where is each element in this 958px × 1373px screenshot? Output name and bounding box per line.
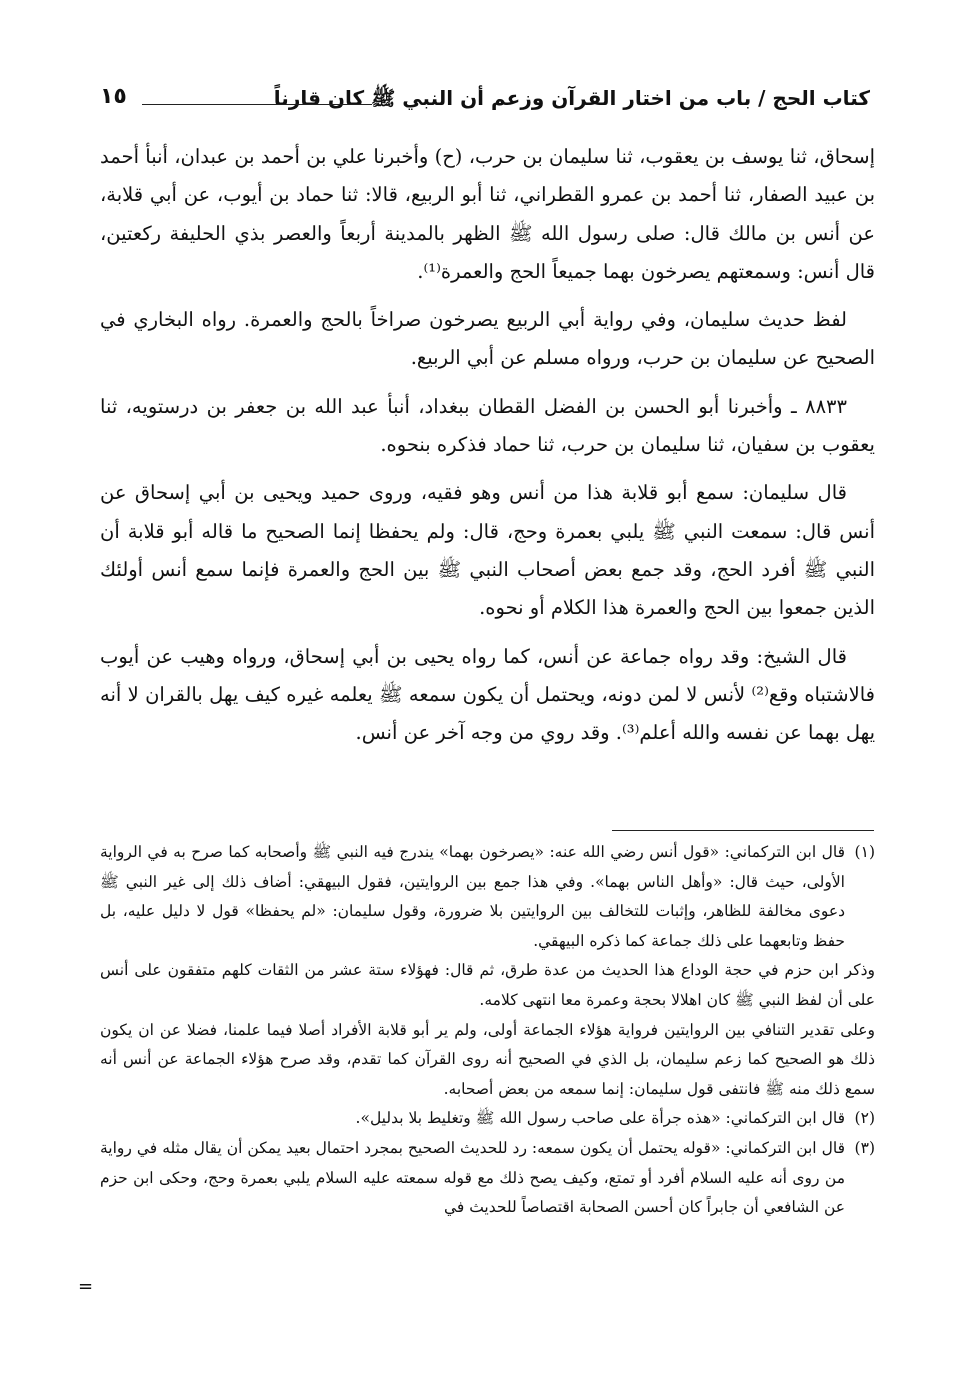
footnote-text: وعلى تقدير التنافي بين الروايتين فرواية هؤلاء الجماعة أولى، ولم ير أبو قلابة الأفراد أصلا فيما علمنا، فضلا عن ان يكون ذلك هو الصحيح كما زعم سليمان، بل الذي في الصحيح أنه روى القرآن كما تقدم، وقد صرح هؤلاء الجماعة عن أنس أنه سمع ذلك منه ﷺ فانتفى قول سليمان: إنما سمعه من بعض أصحابه. [100, 1020, 875, 1098]
header-rule [142, 104, 372, 105]
footnote-text: قال ابن التركماني: «قول أنس رضي الله عنه: «يصرخون بهما» يندرج فيه النبي ﷺ وأصحابه كما صرح به في الرواية الأولى، حيث قال: «وأهل الناس بهما». وفي هذا جمع بين الروايتين، فقول البيهقي: أضاف ذلك إلى غير النبي ﷺ دعوى مخالفة للظاهر، وإثبات للتخالف بين الروايتين بلا ضرورة، وقول سليمان: «لم يحفظا» قول لا دليل عليه، بل حفظ وتابعهما على ذلك جماعة كما ذكره البيهقي. [100, 843, 845, 950]
footnote-text: قال ابن التركماني: «قوله يحتمل أن يكون سمعه: رد للحديث الصحيح بمجرد احتمال بعيد يمكن أن يقال مثله في رواية من روى أنه عليه السلام أفرد أو تمتع، وكيف يصح ذلك مع قوله سمعته عليه السلام يلبي بعمرة وحج، وحكى ابن حزم عن الشافعي أن جابراً كان أحسن الصحابة اقتصاصاً للحديث في [100, 1138, 845, 1217]
footnote [100, 1104, 875, 1134]
paragraph: إسحاق، ثنا يوسف بن يعقوب، ثنا سليمان بن حرب، (ح) وأخبرنا علي بن أحمد بن عبدان، أنبأ أحمد بن عبيد الصفار، ثنا أحمد بن عمرو القطراني، ثنا أبو الربيع، قالا: ثنا حماد بن أيوب، عن أبي قلابة، عن أنس بن مالك قال: صلى رسول الله ﷺ الظهر بالمدينة أربعاً والعصر بذي الحليفة ركعتين، قال أنس: وسمعتهم يصرخون بهما جميعاً الحج والعمرة⁽¹⁾. [100, 145, 875, 283]
footnote-number: (١) [854, 843, 875, 861]
footnotes [100, 838, 875, 1223]
main-text [100, 138, 875, 762]
chapter-title: كتاب الحج / باب من اختار القرآن وزعم أن النبي ﷺ كان قارناً [273, 86, 870, 110]
running-header [100, 80, 870, 120]
footnote-continuation [100, 956, 875, 1015]
footnote-number: (٢) [854, 1109, 875, 1128]
continuation-mark: = [78, 1276, 94, 1297]
paragraph: قال الشيخ: وقد رواه جماعة عن أنس، كما رواه يحيى بن أبي إسحاق، ورواه وهيب عن أيوب فالاشتباه وقع⁽²⁾ لأنس لا لمن دونه، ويحتمل أن يكون سمعه ﷺ يعلمه غيره كيف يهل بالقران لا أنه يهل بهما عن نفسه والله أعلم⁽³⁾. وقد روي من وجه آخر عن أنس. [100, 644, 875, 745]
footnote-text: وذكر ابن حزم في حجة الوداع هذا الحديث من عدة طرق، ثم قال: فهؤلاء ستة عشر من الثقات كلهم متفقون على أنس على أن لفظ النبي ﷺ كان اهلالا بحجة وعمرة معا انتهى كلامه. [100, 961, 875, 1009]
page-number: ١٥ [100, 84, 127, 109]
footnote-continuation [100, 1016, 875, 1105]
footnote [100, 838, 875, 956]
footnote-number: (٣) [854, 1138, 875, 1157]
paragraph: قال سليمان: سمع أبو قلابة هذا من أنس وهو فقيه، وروى حميد ويحيى بن أبي إسحاق عن أنس قال: سمعت النبي ﷺ يلبي بعمرة وحج، قال: ولم يحفظا إنما الصحيح ما قاله أبو قلابة أن النبي ﷺ أفرد الحج، وقد جمع بعض أصحاب النبي ﷺ بين الحج والعمرة فإنما سمع أنس أولئك الذين جمعوا بين الحج والعمرة هذا الكلام أو نحوه. [100, 481, 875, 620]
footnote-text: قال ابن التركماني: «هذه جرأة على صاحب رسول الله ﷺ وتغليط بلا بدليل». [355, 1109, 845, 1128]
paragraph: لفظ حديث سليمان، وفي رواية أبي الربيع يصرخون صراخاً بالحج والعمرة. رواه البخاري في الصحيح عن سليمان بن حرب، ورواه مسلم عن أبي الربيع. [100, 308, 875, 370]
footnote [100, 1134, 875, 1223]
hadith-entry: ٨٨٣٣ ـ وأخبرنا أبو الحسن بن الفضل القطان ببغداد، أنبأ عبد الله بن جعفر بن درستويه، ثنا يعقوب بن سفيان، ثنا سليمان بن حرب، ثنا حماد فذكره بنحوه. [100, 394, 875, 457]
footnote-separator [612, 830, 874, 831]
